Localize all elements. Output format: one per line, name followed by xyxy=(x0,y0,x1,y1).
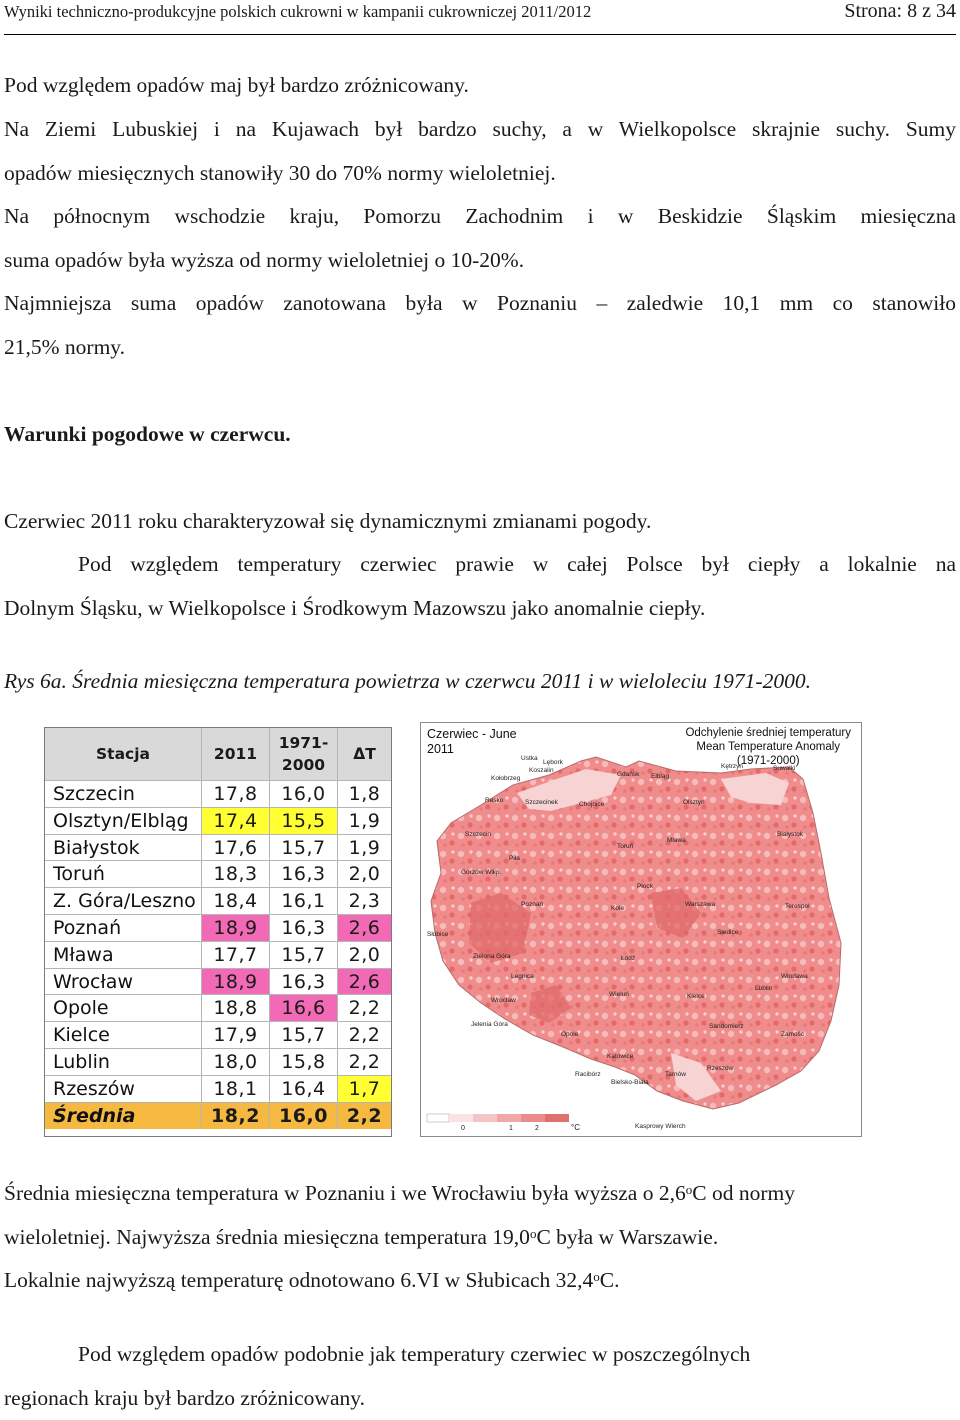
value-2011: 18,4 xyxy=(201,888,269,915)
table-row xyxy=(45,834,391,862)
city-label: Kołobrzeg xyxy=(491,775,521,782)
city-label: Szczecinek xyxy=(525,799,558,806)
value-norm: 16,3 xyxy=(269,969,337,996)
page-header xyxy=(4,0,956,35)
temperature-table xyxy=(44,727,392,1137)
city-label: Jelenia Góra xyxy=(471,1021,508,1028)
table-row xyxy=(45,1075,391,1103)
city-label: Resko xyxy=(485,797,504,804)
city-label: Kętrzyn xyxy=(721,763,744,770)
header-2011: 2011 xyxy=(201,728,269,780)
city-label: Gdańsk xyxy=(617,771,640,778)
value-2011: 17,7 xyxy=(201,942,269,969)
table-row xyxy=(45,860,391,888)
value-2011: 18,2 xyxy=(201,1103,269,1130)
temperature-anomaly-map xyxy=(420,722,862,1137)
value-delta: 2,2 xyxy=(337,1103,391,1130)
city-label: Siedlce xyxy=(717,929,739,936)
value-2011: 18,0 xyxy=(201,1049,269,1076)
city-label: Piła xyxy=(509,855,520,862)
value-norm: 16,6 xyxy=(269,995,337,1022)
city-label: Lublin xyxy=(755,985,773,992)
paragraph-poznan-min: Najmniejsza suma opadów zanotowana była w Poznaniu – zaledwie 10,1 mm co stanowiło 21,5% normy. xyxy=(4,291,956,359)
poland-map-svg xyxy=(421,723,861,1136)
value-2011: 18,8 xyxy=(201,995,269,1022)
station-name: Mława xyxy=(53,943,114,966)
station-name: Lublin xyxy=(53,1051,110,1073)
city-label: Koszalin xyxy=(529,767,554,774)
value-norm: 15,8 xyxy=(269,1049,337,1076)
table-row xyxy=(45,887,391,915)
city-label: Kielce xyxy=(687,993,705,1000)
value-2011: 17,6 xyxy=(201,835,269,862)
value-norm: 16,1 xyxy=(269,888,337,915)
city-label: Racibórz xyxy=(575,1071,601,1078)
city-label: Toruń xyxy=(617,843,634,850)
city-label: Białystok xyxy=(777,831,804,838)
table-header-row xyxy=(45,728,391,780)
paragraph-june-intro: Czerwiec 2011 roku charakteryzował się dynamicznymi zmianami pogody. xyxy=(4,509,652,533)
value-delta: 1,8 xyxy=(337,781,391,808)
value-norm: 15,7 xyxy=(269,1022,337,1049)
header-1971-2000: 1971- 2000 xyxy=(269,728,337,780)
city-label: Szczecin xyxy=(465,831,492,838)
table-row xyxy=(45,941,391,969)
city-label: Ustka xyxy=(521,755,538,762)
city-label: Suwałki xyxy=(773,765,796,772)
value-2011: 18,9 xyxy=(201,969,269,996)
table-row xyxy=(45,994,391,1022)
value-2011: 17,9 xyxy=(201,1022,269,1049)
value-2011: 17,4 xyxy=(201,808,269,835)
section-heading: Warunki pogodowe w czerwcu. xyxy=(4,422,291,446)
paragraph-june-temp: Pod względem temperatury czerwiec prawie w całej Polsce był ciepły a lokalnie na Dolnym Śląsku, w Wielkopolsce i Środkowym Mazowszu jako anomalnie ciepły. xyxy=(4,552,956,620)
city-label: Wrocław xyxy=(491,997,516,1004)
station-name: Toruń xyxy=(53,863,105,886)
city-label: Chojnice xyxy=(579,801,605,808)
city-label: Włodawa xyxy=(781,973,808,980)
table-row xyxy=(45,914,391,942)
map-title-right: Odchylenie średniej temperatury Mean Temperature Anomaly (1971-2000) xyxy=(685,727,851,767)
value-delta: 2,2 xyxy=(337,995,391,1022)
city-label: Elbląg xyxy=(651,773,670,780)
station-name: Szczecin xyxy=(53,783,135,805)
value-2011: 18,3 xyxy=(201,861,269,888)
city-label: Kole xyxy=(611,905,625,912)
station-name: Średnia xyxy=(53,1104,136,1127)
city-label: Gorzów Wlkp. xyxy=(461,869,502,876)
value-delta: 1,9 xyxy=(337,808,391,835)
city-label: Mława xyxy=(667,837,686,844)
city-label: Rzeszów xyxy=(707,1065,734,1072)
city-label: Katowice xyxy=(607,1053,634,1060)
value-2011: 17,8 xyxy=(201,781,269,808)
station-name: Kielce xyxy=(53,1024,110,1047)
paragraph-june-precip: Pod względem opadów podobnie jak temperatury czerwiec w poszczególnych regionach kraju był bardzo zróżnicowany. xyxy=(4,1342,751,1410)
document-title: Wyniki techniczno-produkcyjne polskich cukrowni w kampanii cukrowniczej 2011/2012 xyxy=(4,2,592,21)
paragraph-may-precip: Pod względem opadów maj był bardzo zróżnicowany. xyxy=(4,73,469,97)
city-label: Bielsko-Biała xyxy=(611,1079,649,1086)
table-row xyxy=(45,968,391,996)
value-2011: 18,1 xyxy=(201,1076,269,1103)
table-row xyxy=(45,1048,391,1076)
figure-caption: Rys 6a. Średnia miesięczna temperatura powietrza w czerwcu 2011 i w wieloleciu 1971-2000. xyxy=(4,669,811,693)
city-label: Legnica xyxy=(511,973,534,980)
city-label: Wieluń xyxy=(609,991,629,998)
value-delta: 2,2 xyxy=(337,1022,391,1049)
station-name: Z. Góra/Leszno xyxy=(53,890,196,913)
value-delta: 2,0 xyxy=(337,861,391,888)
paragraph-lubuskie: Na Ziemi Lubuskiej i na Kujawach był bardzo suchy, a w Wielkopolsce skrajnie suchy. Sumy opadów miesięcznych stanowiły 30 do 70% normy wieloletniej. xyxy=(4,117,956,185)
legend-tick-1: 1 xyxy=(509,1125,513,1132)
value-delta: 2,0 xyxy=(337,942,391,969)
city-label: Kasprowy Wierch xyxy=(635,1123,686,1130)
table-row xyxy=(45,1021,391,1049)
paragraph-northeast: Na północnym wschodzie kraju, Pomorzu Zachodnim i w Beskidzie Śląskim miesięczna suma opadów była wyższa od normy wieloletniej o 10-20%. xyxy=(4,204,956,272)
table-average-row xyxy=(45,1102,391,1130)
city-label: Sandomierz xyxy=(709,1023,744,1030)
value-delta: 2,6 xyxy=(337,969,391,996)
value-norm: 16,3 xyxy=(269,915,337,942)
city-label: Olsztyn xyxy=(683,799,705,806)
city-label: Opole xyxy=(561,1031,579,1038)
header-delta-t: ΔT xyxy=(337,728,391,780)
city-label: Zamość xyxy=(781,1031,805,1038)
value-norm: 15,5 xyxy=(269,808,337,835)
city-label: Tarnów xyxy=(665,1071,686,1078)
station-name: Opole xyxy=(53,997,109,1020)
city-label: Lębork xyxy=(543,759,563,766)
city-label: Zielona Góra xyxy=(473,953,511,960)
station-name: Olsztyn/Elbląg xyxy=(53,809,189,832)
map-title-left: Czerwiec - June 2011 xyxy=(427,727,517,756)
city-label: Poznań xyxy=(521,901,544,908)
value-norm: 16,0 xyxy=(269,1103,337,1130)
legend-unit: °C xyxy=(571,1123,580,1132)
value-delta: 1,7 xyxy=(337,1076,391,1103)
city-label: Łódź xyxy=(621,955,636,962)
station-name: Poznań xyxy=(53,917,122,939)
city-label: Warszawa xyxy=(685,901,716,908)
paragraph-avg-temp: Średnia miesięczna temperatura w Poznaniu i we Wrocławiu była wyższa o 2,6$^o$C od normy wieloletniej. Najwyższa średnia miesięczna temperatura 19,0$^o$C była w Warszawie. Lokalnie najwyższą temperaturę odnotowano 6.VI w Słubicach 32,4$^o$C. xyxy=(4,1181,795,1292)
station-name: Rzeszów xyxy=(53,1077,135,1100)
city-label: Słubice xyxy=(427,931,449,938)
table-row xyxy=(45,780,391,808)
city-label: Płock xyxy=(637,883,653,890)
value-delta: 2,6 xyxy=(337,915,391,942)
map-legend xyxy=(427,1114,569,1122)
legend-tick-0: 0 xyxy=(461,1125,465,1132)
value-2011: 18,9 xyxy=(201,915,269,942)
value-norm: 16,4 xyxy=(269,1076,337,1103)
value-norm: 16,3 xyxy=(269,861,337,888)
value-norm: 15,7 xyxy=(269,942,337,969)
header-station: Stacja xyxy=(96,745,150,763)
station-name: Białystok xyxy=(53,836,140,859)
value-norm: 16,0 xyxy=(269,781,337,808)
value-norm: 15,7 xyxy=(269,835,337,862)
station-name: Wrocław xyxy=(53,970,133,993)
value-delta: 1,9 xyxy=(337,835,391,862)
value-delta: 2,2 xyxy=(337,1049,391,1076)
value-delta: 2,3 xyxy=(337,888,391,915)
legend-tick-2: 2 xyxy=(535,1125,539,1132)
page-number: Strona: 8 z 34 xyxy=(844,0,956,22)
city-label: Terespol xyxy=(785,903,810,910)
table-row xyxy=(45,807,391,835)
